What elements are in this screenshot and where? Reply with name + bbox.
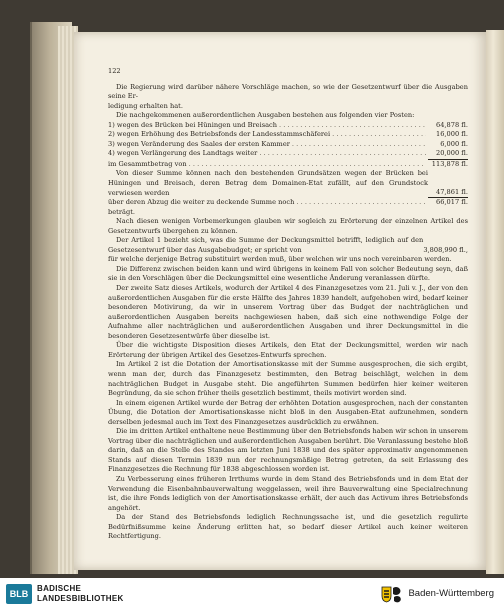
bw-brand[interactable] [381,585,494,603]
expense-amount: 64,878 fl. [435,120,468,129]
expense-amount: 6,000 fl. [440,139,468,148]
paragraph: Nach diesen wenigen Vorbemerkungen glauben wir sogleich zu Erörterung der einzelnen Artikel des Gesetzentwurfs übergehen zu können. [108,217,468,235]
total-label: im Gesammtbetrag von [108,159,187,168]
remaining-amount: 66,017 fl. [435,198,468,207]
article-one [108,236,468,255]
paragraph: Da der Stand des Betriebsfonds lediglich Rechnungssache ist, und die gesetzlich regulirte Bedürfnißsumme keine Änderung erlitten hat, so bedarf dieser Artikel auch keiner weiteren Rechtfertigung. [108,513,468,541]
footer-bar [0,578,504,609]
library-name-line1: BADISCHE [37,583,82,593]
paragraph: Der Artikel 1 bezieht sich, was die Summe der Deckungsmittel betrifft, lediglich auf den Gesetzesentwurf über das Ausgabebudget; er spricht von [108,236,424,254]
remaining-label: über deren Abzug die weiter zu deckende Summe noch [108,198,295,207]
budget-amount: 3,808,990 fl., [423,245,468,254]
expense-item [108,130,468,140]
expense-label: 3) wegen Veränderung des Saales der ersten Kammer [108,139,290,148]
paragraph: Die Differenz zwischen beiden kann und wird übrigens in keinem Fall von solcher Bedeutung seyn, daß sie in den Vorschlägen über die Deckungsmittel eine wesentliche Änderung veranlassen dürfte. [108,264,468,283]
expense-item [108,149,468,160]
library-name[interactable] [37,584,124,604]
domain-deduction [108,169,468,198]
remaining-sum [108,198,468,208]
expense-label: 1) wegen des Brücken bei Hüningen und Breisach [108,120,278,129]
paragraph: Im Artikel 2 ist die Dotation der Amortisationskasse mit der Summe ausgesprochen, die sich ergibt, wenn man der, durch das Finanzgesetz bestimmten, den Betrag beischlägt, welchen in dem nachträglichen Budget in Ausgabe steht. Die angeführten Summen bedürfen hier keiner weiteren Begründung, da sie schon früher theils gesetzlich bestimmt, theils motivirt worden sind. [108,360,468,398]
domain-amount: 47,861 fl. [428,188,468,199]
paragraph: für welche derjenige Betrag substituirt werden muß, über welchen wir uns noch vereinbaren werden. [108,255,452,264]
text-line: ledigung erhalten hat. [108,101,183,110]
library-name-line2: LANDESBIBLIOTHEK [37,593,124,603]
page-text [108,67,468,542]
expense-label: 2) wegen Erhöhung des Betriebsfonds der Landesstammschäferei [108,130,331,139]
text-line: beträgt. [108,207,135,216]
page-number: 122 [108,67,121,75]
expense-amount: 20,000 fl. [428,149,468,160]
blb-logo[interactable]: BLB [6,584,32,604]
expense-item [108,121,468,131]
text-line: Die Regierung wird darüber nähere Vorschläge machen, so wie der Gesetzentwurf über die Ausgaben seine Er- [108,82,468,101]
expense-total [108,160,468,170]
expense-item [108,140,468,150]
state-name: Baden-Württemberg [408,588,494,599]
expense-amount: 16,000 fl. [435,130,468,139]
total-amount: 113,878 fl. [431,159,468,168]
paragraph: Über die wichtigste Disposition dieses Artikels, den Etat der Deckungsmittel, werden wir nach Erörterung der übrigen Artikel des Gesetzes-Entwurfs sprechen. [108,341,468,359]
expense-label: 4) wegen Verlängerung des Landtags weiter [108,149,258,158]
paragraph: Die im dritten Artikel enthaltene neue Bestimmung über den Betriebsfonds haben wir schon in unserem Vortrag über die nachträglichen und außerordentlichen Ausgaben berührt. Die Veranlassung bestehe bloß darin, daß an die Stelle des Standes am letzten Juni 1838 und des später approximativ angenommenen Stands auf diesen Termin 1839 nun der rechnungsmäßige Betrag getreten, da seit Erlassung des Finanzgesetzes die Rechnung für 1838 abgeschlossen worden ist. [108,427,468,474]
state-coat-of-arms-icon [381,585,403,603]
domain-text: Von dieser Summe können nach den bestehenden Grundsätzen wegen der Brücken bei Hüningen und Breisach, deren Betrag dem Domainen-Etat zufällt, auf den Grundstock verwiesen werden [108,169,428,197]
paragraph: In einem eigenen Artikel wurde der Betrag der erhöhten Dotation ausgesprochen, nach der constanten Übung, die Dotation der Amortisationskasse nicht bloß in den Ausgaben-Etat aufzunehmen, sondern derselben jedesmal auch im Text des Finanzgesetzes ausdrücklich zu erwähnen. [108,398,468,426]
book-page-right-edge [486,30,504,574]
paragraph: Der zweite Satz dieses Artikels, wodurch der Artikel 4 des Finanzgesetzes vom 21. Juli v. J., der von den außerordentlichen Ausgaben für die erste Hälfte des Jahres 1839 handelt, aufgehoben wird, bedarf keiner besonderen Motivirung, da wir in unserem Vortrag über das Budget der nachträglichen und außerordentlichen Ausgaben bereits nachgewiesen haben, daß sich eine nothwendige Folge der Aufnahme aller nachträglichen und außerordentlichen Ausgaben und ihrer Deckungsmittel in die besonderen Gesetzesentwürfe über dieselbe ist. [108,284,468,340]
text-line: Die nachgekommenen außerordentlichen Ausgaben bestehen aus folgenden vier Posten: [116,111,415,120]
paragraph: Zu Verbesserung eines früheren Irrthums wurde in dem Stand des Betriebsfonds und in dem Etat der Verwendung die Eisenbahnbauverwaltung weggelassen, weil ihre Bauverwaltung eine Specialrechnung ist, die ihre Fonds lediglich von der Amortisationskasse erhält, der auch das Activum ihres Betriebsfonds angehört. [108,474,468,512]
